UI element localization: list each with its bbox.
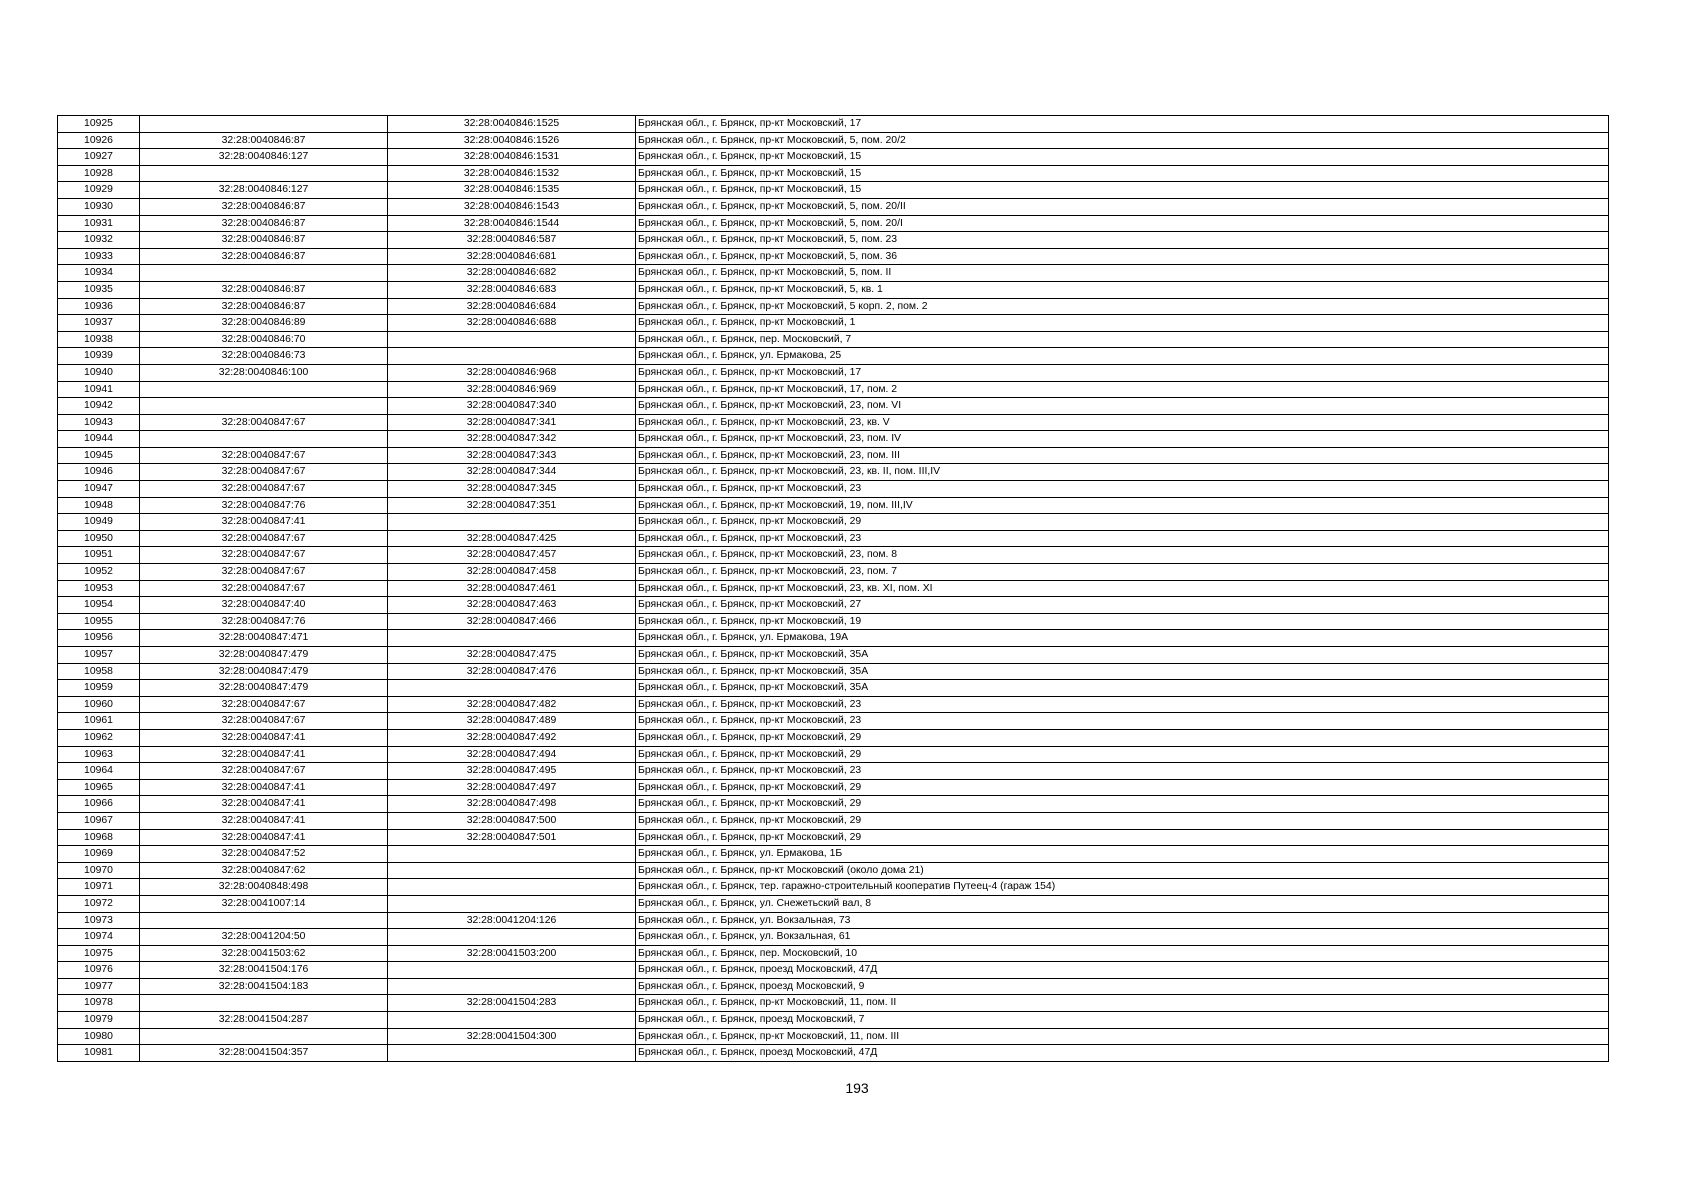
address-cell: Брянская обл., г. Брянск, пр-кт Московский, 29 (636, 779, 1609, 796)
cadastral-number-cell: 32:28:0040846:1531 (388, 149, 636, 166)
parent-cadastral-number-cell: 32:28:0041504:176 (140, 962, 388, 979)
parent-cadastral-number-cell: 32:28:0040846:73 (140, 348, 388, 365)
row-number-cell: 10962 (58, 729, 140, 746)
row-number-cell: 10942 (58, 398, 140, 415)
table-row (58, 995, 1609, 1012)
table-row (58, 248, 1609, 265)
parent-cadastral-number-cell (140, 912, 388, 929)
address-cell: Брянская обл., г. Брянск, пр-кт Московский, 29 (636, 829, 1609, 846)
table-row (58, 331, 1609, 348)
table-row (58, 912, 1609, 929)
parent-cadastral-number-cell (140, 431, 388, 448)
table-row (58, 829, 1609, 846)
address-cell: Брянская обл., г. Брянск, пр-кт Московский, 17, пом. 2 (636, 381, 1609, 398)
table-row (58, 879, 1609, 896)
cadastral-number-cell (388, 514, 636, 531)
parent-cadastral-number-cell: 32:28:0040847:67 (140, 481, 388, 498)
parent-cadastral-number-cell: 32:28:0040847:41 (140, 729, 388, 746)
row-number-cell: 10959 (58, 680, 140, 697)
cadastral-number-cell: 32:28:0040846:969 (388, 381, 636, 398)
parent-cadastral-number-cell: 32:28:0040847:41 (140, 746, 388, 763)
row-number-cell: 10970 (58, 862, 140, 879)
cadastral-number-cell: 32:28:0040846:1544 (388, 215, 636, 232)
row-number-cell: 10936 (58, 298, 140, 315)
parent-cadastral-number-cell: 32:28:0041007:14 (140, 895, 388, 912)
parent-cadastral-number-cell: 32:28:0040846:87 (140, 198, 388, 215)
address-cell: Брянская обл., г. Брянск, пр-кт Московский, 23 (636, 696, 1609, 713)
row-number-cell: 10974 (58, 929, 140, 946)
address-cell: Брянская обл., г. Брянск, пр-кт Московский, 23, кв. V (636, 414, 1609, 431)
parent-cadastral-number-cell (140, 995, 388, 1012)
table-row (58, 812, 1609, 829)
address-cell: Брянская обл., г. Брянск, пр-кт Московский, 23, пом. IV (636, 431, 1609, 448)
address-cell: Брянская обл., г. Брянск, пр-кт Московский, 23 (636, 763, 1609, 780)
parent-cadastral-number-cell: 32:28:0040847:62 (140, 862, 388, 879)
table-row (58, 580, 1609, 597)
cadastral-number-cell: 32:28:0041204:126 (388, 912, 636, 929)
cadastral-number-cell: 32:28:0040847:425 (388, 530, 636, 547)
cadastral-number-cell: 32:28:0040847:501 (388, 829, 636, 846)
address-cell: Брянская обл., г. Брянск, пр-кт Московский, 5, кв. 1 (636, 281, 1609, 298)
address-cell: Брянская обл., г. Брянск, проезд Московский, 7 (636, 1012, 1609, 1029)
parent-cadastral-number-cell: 32:28:0040847:479 (140, 680, 388, 697)
table-row (58, 265, 1609, 282)
row-number-cell: 10980 (58, 1028, 140, 1045)
row-number-cell: 10963 (58, 746, 140, 763)
cadastral-number-cell: 32:28:0040847:495 (388, 763, 636, 780)
row-number-cell: 10945 (58, 447, 140, 464)
row-number-cell: 10956 (58, 630, 140, 647)
parent-cadastral-number-cell: 32:28:0040846:127 (140, 182, 388, 199)
row-number-cell: 10926 (58, 132, 140, 149)
address-cell: Брянская обл., г. Брянск, проезд Московский, 47Д (636, 962, 1609, 979)
cadastral-number-cell: 32:28:0040846:688 (388, 315, 636, 332)
table-row (58, 398, 1609, 415)
address-cell: Брянская обл., г. Брянск, пр-кт Московский, 15 (636, 165, 1609, 182)
table-row (58, 630, 1609, 647)
address-cell: Брянская обл., г. Брянск, пр-кт Московский, 17 (636, 116, 1609, 133)
row-number-cell: 10950 (58, 530, 140, 547)
table-row (58, 281, 1609, 298)
row-number-cell: 10925 (58, 116, 140, 133)
address-cell: Брянская обл., г. Брянск, пр-кт Московский, 11, пом. II (636, 995, 1609, 1012)
address-cell: Брянская обл., г. Брянск, пр-кт Московский, 11, пом. III (636, 1028, 1609, 1045)
address-cell: Брянская обл., г. Брянск, тер. гаражно-строительный кооператив Путеец-4 (гараж 154) (636, 879, 1609, 896)
table-row (58, 116, 1609, 133)
address-cell: Брянская обл., г. Брянск, пр-кт Московский, 15 (636, 182, 1609, 199)
parent-cadastral-number-cell: 32:28:0040847:471 (140, 630, 388, 647)
address-cell: Брянская обл., г. Брянск, пр-кт Московский, 15 (636, 149, 1609, 166)
parent-cadastral-number-cell: 32:28:0040848:498 (140, 879, 388, 896)
row-number-cell: 10938 (58, 331, 140, 348)
table-row (58, 182, 1609, 199)
address-cell: Брянская обл., г. Брянск, пр-кт Московский, 5, пом. 23 (636, 232, 1609, 249)
parent-cadastral-number-cell: 32:28:0041504:183 (140, 978, 388, 995)
table-row (58, 132, 1609, 149)
registry-table-body (58, 116, 1609, 1062)
address-cell: Брянская обл., г. Брянск, проезд Московский, 47Д (636, 1045, 1609, 1062)
cadastral-number-cell: 32:28:0040847:343 (388, 447, 636, 464)
row-number-cell: 10947 (58, 481, 140, 498)
parent-cadastral-number-cell: 32:28:0040847:67 (140, 547, 388, 564)
row-number-cell: 10965 (58, 779, 140, 796)
table-row (58, 165, 1609, 182)
cadastral-number-cell: 32:28:0040847:461 (388, 580, 636, 597)
address-cell: Брянская обл., г. Брянск, ул. Ермакова, 1Б (636, 846, 1609, 863)
address-cell: Брянская обл., г. Брянск, ул. Снежетьский вал, 8 (636, 895, 1609, 912)
cadastral-number-cell: 32:28:0040847:494 (388, 746, 636, 763)
cadastral-number-cell: 32:28:0040846:682 (388, 265, 636, 282)
table-row (58, 895, 1609, 912)
address-cell: Брянская обл., г. Брянск, пр-кт Московский, 17 (636, 364, 1609, 381)
address-cell: Брянская обл., г. Брянск, пр-кт Московский (около дома 21) (636, 862, 1609, 879)
cadastral-number-cell: 32:28:0040847:476 (388, 663, 636, 680)
table-row (58, 414, 1609, 431)
parent-cadastral-number-cell: 32:28:0040847:67 (140, 696, 388, 713)
row-number-cell: 10929 (58, 182, 140, 199)
cadastral-number-cell: 32:28:0040847:489 (388, 713, 636, 730)
parent-cadastral-number-cell: 32:28:0040847:67 (140, 464, 388, 481)
row-number-cell: 10952 (58, 564, 140, 581)
cadastral-number-cell (388, 348, 636, 365)
parent-cadastral-number-cell: 32:28:0040847:41 (140, 796, 388, 813)
cadastral-number-cell: 32:28:0040847:340 (388, 398, 636, 415)
parent-cadastral-number-cell: 32:28:0040847:67 (140, 713, 388, 730)
table-row (58, 862, 1609, 879)
table-row (58, 597, 1609, 614)
parent-cadastral-number-cell: 32:28:0040846:87 (140, 248, 388, 265)
row-number-cell: 10931 (58, 215, 140, 232)
parent-cadastral-number-cell: 32:28:0040847:67 (140, 580, 388, 597)
cadastral-number-cell: 32:28:0040847:341 (388, 414, 636, 431)
row-number-cell: 10928 (58, 165, 140, 182)
table-row (58, 962, 1609, 979)
cadastral-number-cell: 32:28:0041504:300 (388, 1028, 636, 1045)
row-number-cell: 10966 (58, 796, 140, 813)
cadastral-number-cell: 32:28:0040847:492 (388, 729, 636, 746)
row-number-cell: 10949 (58, 514, 140, 531)
row-number-cell: 10930 (58, 198, 140, 215)
address-cell: Брянская обл., г. Брянск, пр-кт Московский, 29 (636, 746, 1609, 763)
parent-cadastral-number-cell: 32:28:0041504:287 (140, 1012, 388, 1029)
row-number-cell: 10975 (58, 945, 140, 962)
parent-cadastral-number-cell (140, 165, 388, 182)
row-number-cell: 10953 (58, 580, 140, 597)
parent-cadastral-number-cell: 32:28:0041504:357 (140, 1045, 388, 1062)
cadastral-number-cell: 32:28:0041504:283 (388, 995, 636, 1012)
parent-cadastral-number-cell: 32:28:0040846:87 (140, 298, 388, 315)
address-cell: Брянская обл., г. Брянск, пр-кт Московский, 29 (636, 514, 1609, 531)
row-number-cell: 10955 (58, 613, 140, 630)
cadastral-number-cell: 32:28:0040846:1526 (388, 132, 636, 149)
table-row (58, 1028, 1609, 1045)
parent-cadastral-number-cell (140, 1028, 388, 1045)
row-number-cell: 10961 (58, 713, 140, 730)
table-row (58, 232, 1609, 249)
address-cell: Брянская обл., г. Брянск, пр-кт Московский, 5, пом. 20/II (636, 198, 1609, 215)
address-cell: Брянская обл., г. Брянск, пер. Московский, 10 (636, 945, 1609, 962)
parent-cadastral-number-cell: 32:28:0040846:100 (140, 364, 388, 381)
table-row (58, 846, 1609, 863)
parent-cadastral-number-cell: 32:28:0040847:41 (140, 514, 388, 531)
cadastral-number-cell: 32:28:0040847:457 (388, 547, 636, 564)
row-number-cell: 10927 (58, 149, 140, 166)
address-cell: Брянская обл., г. Брянск, пр-кт Московский, 5, пом. 36 (636, 248, 1609, 265)
table-row (58, 647, 1609, 664)
table-row (58, 198, 1609, 215)
row-number-cell: 10944 (58, 431, 140, 448)
table-row (58, 215, 1609, 232)
address-cell: Брянская обл., г. Брянск, пр-кт Московский, 5, пом. 20/I (636, 215, 1609, 232)
row-number-cell: 10939 (58, 348, 140, 365)
parent-cadastral-number-cell: 32:28:0040847:67 (140, 447, 388, 464)
parent-cadastral-number-cell: 32:28:0040847:67 (140, 414, 388, 431)
table-row (58, 447, 1609, 464)
cadastral-number-cell: 32:28:0040846:1525 (388, 116, 636, 133)
row-number-cell: 10943 (58, 414, 140, 431)
table-row (58, 497, 1609, 514)
address-cell: Брянская обл., г. Брянск, пр-кт Московский, 5 корп. 2, пом. 2 (636, 298, 1609, 315)
row-number-cell: 10978 (58, 995, 140, 1012)
table-row (58, 1012, 1609, 1029)
cadastral-number-cell: 32:28:0040846:587 (388, 232, 636, 249)
row-number-cell: 10940 (58, 364, 140, 381)
table-row (58, 1045, 1609, 1062)
row-number-cell: 10979 (58, 1012, 140, 1029)
cadastral-number-cell: 32:28:0040847:458 (388, 564, 636, 581)
cadastral-number-cell (388, 895, 636, 912)
cadastral-number-cell (388, 680, 636, 697)
cadastral-number-cell: 32:28:0040847:342 (388, 431, 636, 448)
cadastral-number-cell: 32:28:0040847:466 (388, 613, 636, 630)
cadastral-number-cell (388, 1045, 636, 1062)
address-cell: Брянская обл., г. Брянск, пр-кт Московский, 23 (636, 530, 1609, 547)
row-number-cell: 10972 (58, 895, 140, 912)
row-number-cell: 10951 (58, 547, 140, 564)
property-registry-table (57, 115, 1609, 1062)
address-cell: Брянская обл., г. Брянск, пр-кт Московский, 1 (636, 315, 1609, 332)
table-row (58, 381, 1609, 398)
row-number-cell: 10971 (58, 879, 140, 896)
cadastral-number-cell (388, 1012, 636, 1029)
parent-cadastral-number-cell: 32:28:0040847:41 (140, 829, 388, 846)
parent-cadastral-number-cell: 32:28:0040847:479 (140, 663, 388, 680)
parent-cadastral-number-cell: 32:28:0040847:76 (140, 497, 388, 514)
row-number-cell: 10957 (58, 647, 140, 664)
address-cell: Брянская обл., г. Брянск, пр-кт Московский, 23, пом. III (636, 447, 1609, 464)
parent-cadastral-number-cell: 32:28:0040846:87 (140, 281, 388, 298)
cadastral-number-cell: 32:28:0040847:498 (388, 796, 636, 813)
row-number-cell: 10976 (58, 962, 140, 979)
cadastral-number-cell (388, 978, 636, 995)
table-row (58, 945, 1609, 962)
address-cell: Брянская обл., г. Брянск, пр-кт Московский, 29 (636, 796, 1609, 813)
cadastral-number-cell (388, 331, 636, 348)
address-cell: Брянская обл., г. Брянск, пр-кт Московский, 23 (636, 481, 1609, 498)
row-number-cell: 10977 (58, 978, 140, 995)
address-cell: Брянская обл., г. Брянск, проезд Московский, 9 (636, 978, 1609, 995)
row-number-cell: 10935 (58, 281, 140, 298)
cadastral-number-cell: 32:28:0040847:482 (388, 696, 636, 713)
parent-cadastral-number-cell: 32:28:0040847:76 (140, 613, 388, 630)
address-cell: Брянская обл., г. Брянск, пр-кт Московский, 23, пом. VI (636, 398, 1609, 415)
row-number-cell: 10937 (58, 315, 140, 332)
address-cell: Брянская обл., г. Брянск, пр-кт Московский, 23, пом. 8 (636, 547, 1609, 564)
cadastral-number-cell: 32:28:0040847:475 (388, 647, 636, 664)
cadastral-number-cell (388, 879, 636, 896)
address-cell: Брянская обл., г. Брянск, ул. Ермакова, 19А (636, 630, 1609, 647)
address-cell: Брянская обл., г. Брянск, пер. Московский, 7 (636, 331, 1609, 348)
table-row (58, 978, 1609, 995)
row-number-cell: 10958 (58, 663, 140, 680)
table-row (58, 464, 1609, 481)
parent-cadastral-number-cell (140, 116, 388, 133)
address-cell: Брянская обл., г. Брянск, пр-кт Московский, 35А (636, 647, 1609, 664)
row-number-cell: 10967 (58, 812, 140, 829)
row-number-cell: 10932 (58, 232, 140, 249)
parent-cadastral-number-cell: 32:28:0040847:67 (140, 564, 388, 581)
row-number-cell: 10968 (58, 829, 140, 846)
cadastral-number-cell (388, 846, 636, 863)
row-number-cell: 10933 (58, 248, 140, 265)
row-number-cell: 10948 (58, 497, 140, 514)
parent-cadastral-number-cell: 32:28:0040847:41 (140, 812, 388, 829)
cadastral-number-cell (388, 962, 636, 979)
table-row (58, 431, 1609, 448)
parent-cadastral-number-cell: 32:28:0040847:52 (140, 846, 388, 863)
address-cell: Брянская обл., г. Брянск, пр-кт Московский, 27 (636, 597, 1609, 614)
parent-cadastral-number-cell: 32:28:0040847:479 (140, 647, 388, 664)
table-row (58, 663, 1609, 680)
table-row (58, 929, 1609, 946)
parent-cadastral-number-cell: 32:28:0040846:127 (140, 149, 388, 166)
row-number-cell: 10969 (58, 846, 140, 863)
table-row (58, 680, 1609, 697)
address-cell: Брянская обл., г. Брянск, пр-кт Московский, 19 (636, 613, 1609, 630)
cadastral-number-cell: 32:28:0040846:1532 (388, 165, 636, 182)
table-row (58, 796, 1609, 813)
cadastral-number-cell: 32:28:0041503:200 (388, 945, 636, 962)
table-row (58, 514, 1609, 531)
table-row (58, 149, 1609, 166)
table-row (58, 746, 1609, 763)
parent-cadastral-number-cell: 32:28:0040846:70 (140, 331, 388, 348)
table-row (58, 564, 1609, 581)
cadastral-number-cell (388, 862, 636, 879)
table-row (58, 779, 1609, 796)
address-cell: Брянская обл., г. Брянск, пр-кт Московский, 5, пом. II (636, 265, 1609, 282)
row-number-cell: 10954 (58, 597, 140, 614)
cadastral-number-cell: 32:28:0040846:683 (388, 281, 636, 298)
parent-cadastral-number-cell: 32:28:0040847:67 (140, 530, 388, 547)
row-number-cell: 10973 (58, 912, 140, 929)
row-number-cell: 10981 (58, 1045, 140, 1062)
address-cell: Брянская обл., г. Брянск, пр-кт Московский, 23, кв. II, пом. III,IV (636, 464, 1609, 481)
parent-cadastral-number-cell: 32:28:0040846:87 (140, 215, 388, 232)
address-cell: Брянская обл., г. Брянск, пр-кт Московский, 23 (636, 713, 1609, 730)
cadastral-number-cell: 32:28:0040847:351 (388, 497, 636, 514)
cadastral-number-cell: 32:28:0040846:681 (388, 248, 636, 265)
cadastral-number-cell: 32:28:0040846:1535 (388, 182, 636, 199)
parent-cadastral-number-cell: 32:28:0041204:50 (140, 929, 388, 946)
cadastral-number-cell: 32:28:0040847:497 (388, 779, 636, 796)
parent-cadastral-number-cell: 32:28:0040846:87 (140, 232, 388, 249)
address-cell: Брянская обл., г. Брянск, пр-кт Московский, 35А (636, 663, 1609, 680)
table-row (58, 763, 1609, 780)
table-row (58, 298, 1609, 315)
row-number-cell: 10964 (58, 763, 140, 780)
cadastral-number-cell: 32:28:0040847:463 (388, 597, 636, 614)
table-row (58, 696, 1609, 713)
table-row (58, 547, 1609, 564)
parent-cadastral-number-cell: 32:28:0041503:62 (140, 945, 388, 962)
table-row (58, 315, 1609, 332)
table-row (58, 348, 1609, 365)
cadastral-number-cell: 32:28:0040846:684 (388, 298, 636, 315)
cadastral-number-cell (388, 929, 636, 946)
address-cell: Брянская обл., г. Брянск, ул. Ермакова, 25 (636, 348, 1609, 365)
address-cell: Брянская обл., г. Брянск, пр-кт Московский, 23, кв. XI, пом. XI (636, 580, 1609, 597)
parent-cadastral-number-cell: 32:28:0040847:40 (140, 597, 388, 614)
address-cell: Брянская обл., г. Брянск, ул. Вокзальная, 73 (636, 912, 1609, 929)
row-number-cell: 10941 (58, 381, 140, 398)
cadastral-number-cell: 32:28:0040846:968 (388, 364, 636, 381)
table-row (58, 729, 1609, 746)
table-row (58, 481, 1609, 498)
address-cell: Брянская обл., г. Брянск, пр-кт Московский, 29 (636, 729, 1609, 746)
address-cell: Брянская обл., г. Брянск, пр-кт Московский, 19, пом. III,IV (636, 497, 1609, 514)
cadastral-number-cell (388, 630, 636, 647)
cadastral-number-cell: 32:28:0040846:1543 (388, 198, 636, 215)
table-row (58, 713, 1609, 730)
parent-cadastral-number-cell: 32:28:0040847:41 (140, 779, 388, 796)
table-row (58, 613, 1609, 630)
parent-cadastral-number-cell (140, 265, 388, 282)
parent-cadastral-number-cell: 32:28:0040846:89 (140, 315, 388, 332)
address-cell: Брянская обл., г. Брянск, пр-кт Московский, 23, пом. 7 (636, 564, 1609, 581)
parent-cadastral-number-cell: 32:28:0040846:87 (140, 132, 388, 149)
page-number: 193 (845, 1080, 869, 1096)
cadastral-number-cell: 32:28:0040847:344 (388, 464, 636, 481)
parent-cadastral-number-cell (140, 398, 388, 415)
table-row (58, 530, 1609, 547)
row-number-cell: 10946 (58, 464, 140, 481)
cadastral-number-cell: 32:28:0040847:345 (388, 481, 636, 498)
parent-cadastral-number-cell: 32:28:0040847:67 (140, 763, 388, 780)
cadastral-number-cell: 32:28:0040847:500 (388, 812, 636, 829)
address-cell: Брянская обл., г. Брянск, пр-кт Московский, 5, пом. 20/2 (636, 132, 1609, 149)
address-cell: Брянская обл., г. Брянск, пр-кт Московский, 35А (636, 680, 1609, 697)
row-number-cell: 10934 (58, 265, 140, 282)
address-cell: Брянская обл., г. Брянск, пр-кт Московский, 29 (636, 812, 1609, 829)
parent-cadastral-number-cell (140, 381, 388, 398)
row-number-cell: 10960 (58, 696, 140, 713)
address-cell: Брянская обл., г. Брянск, ул. Вокзальная, 61 (636, 929, 1609, 946)
table-row (58, 364, 1609, 381)
